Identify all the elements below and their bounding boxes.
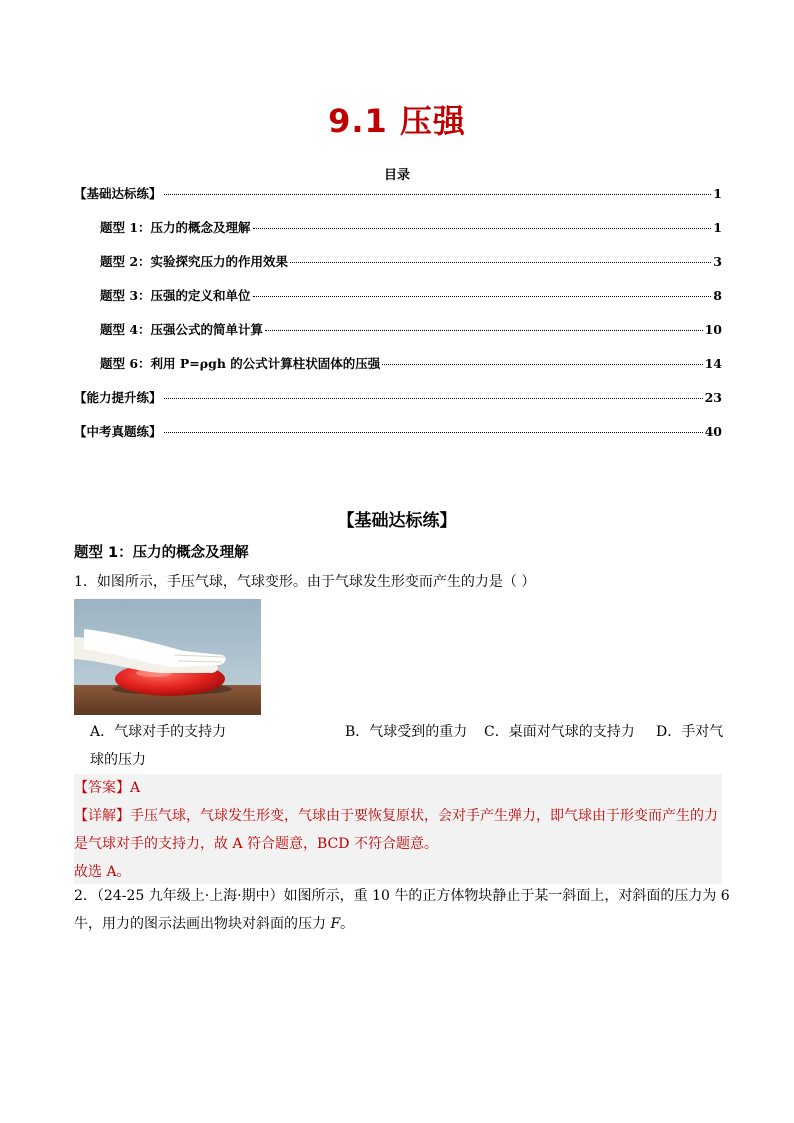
- option-d-line1: D．手对气: [656, 724, 724, 740]
- answer-box: [74, 774, 722, 884]
- detail-line-1: [74, 802, 722, 830]
- toc-entry-page: 40: [704, 424, 722, 439]
- toc-entry-page: 8: [713, 288, 722, 303]
- page-title: 9.1 压强: [328, 102, 466, 140]
- toc-leader: [164, 194, 712, 195]
- conclusion-line: 故选 A。: [74, 864, 131, 880]
- question-1-photo: [74, 599, 261, 715]
- question-2-end: 。: [340, 916, 355, 932]
- toc-entry-label: 题型 3：压强的定义和单位: [100, 288, 251, 303]
- balloon-hands-illustration: [74, 599, 261, 715]
- toc-leader: [382, 364, 702, 365]
- toc-entry-page: 14: [704, 356, 722, 371]
- answer-line: [74, 774, 722, 802]
- toc-leader: [290, 262, 711, 263]
- toc-entry[interactable]: [74, 320, 722, 340]
- toc-entry[interactable]: [74, 252, 722, 272]
- table-of-contents: [74, 182, 722, 442]
- question-2-line-1: 2．（24-25 九年级上·上海·期中）如图所示，重 10 牛的正方体物块静止于某一斜面上，对斜面的压力为 6: [74, 888, 730, 904]
- toc-entry[interactable]: [74, 422, 722, 442]
- question-2-text: 牛，用力的图示法画出物块对斜面的压力: [74, 916, 331, 932]
- question-1-stem: 1．如图所示，手压气球，气球变形。由于气球发生形变而产生的力是（ ）: [74, 574, 536, 590]
- toc-entry-label: 题型 1：压力的概念及理解: [100, 220, 251, 235]
- toc-entry-page: 1: [713, 220, 722, 235]
- toc-leader: [164, 398, 703, 399]
- toc-leader: [164, 432, 703, 433]
- toc-heading: 目录: [383, 168, 410, 183]
- detail-line-2: 是气球对手的支持力，故 A 符合题意，BCD 不符合题意。: [74, 836, 438, 852]
- toc-entry-label: 题型 4：压强公式的简单计算: [100, 322, 264, 337]
- toc-entry-page: 1: [713, 186, 722, 201]
- toc-entry-page: 3: [713, 254, 722, 269]
- option-b[interactable]: B．气球受到的重力: [345, 724, 468, 740]
- force-symbol: F: [330, 916, 341, 932]
- option-c[interactable]: C．桌面对气球的支持力: [484, 724, 635, 740]
- option-d-continued: 球的压力: [90, 752, 146, 768]
- question-2-line-2: [74, 910, 354, 938]
- toc-entry[interactable]: [74, 184, 722, 204]
- toc-entry-page: 10: [704, 322, 722, 337]
- toc-entry-label: 【能力提升练】: [74, 390, 162, 405]
- answer-value: A: [130, 780, 141, 796]
- toc-entry[interactable]: [74, 286, 722, 306]
- toc-entry-page: 23: [704, 390, 722, 405]
- toc-entry[interactable]: [74, 388, 722, 408]
- option-a[interactable]: A．气球对手的支持力: [90, 724, 227, 740]
- detail-tag: 【详解】: [74, 808, 130, 824]
- toc-entry-label: 题型 2：实验探究压力的作用效果: [100, 254, 289, 269]
- toc-entry-label: 【基础达标练】: [74, 186, 162, 201]
- detail-text-1: 手压气球，气球发生形变，气球由于要恢复原状，会对手产生弹力，即气球由于形变而产生的力: [130, 808, 718, 824]
- answer-tag: 【答案】: [74, 780, 130, 796]
- option-d[interactable]: [656, 718, 723, 746]
- type-heading: 题型 1：压力的概念及理解: [74, 545, 249, 561]
- toc-entry-label: 【中考真题练】: [74, 424, 162, 439]
- toc-entry[interactable]: [74, 354, 722, 374]
- toc-entry[interactable]: [74, 218, 722, 238]
- toc-entry-label: 题型 6：利用 P=ρgh 的公式计算柱状固体的压强: [100, 356, 381, 371]
- toc-leader: [253, 296, 712, 297]
- section-heading: 【基础达标练】: [337, 511, 457, 531]
- toc-leader: [265, 330, 703, 331]
- toc-leader: [253, 228, 712, 229]
